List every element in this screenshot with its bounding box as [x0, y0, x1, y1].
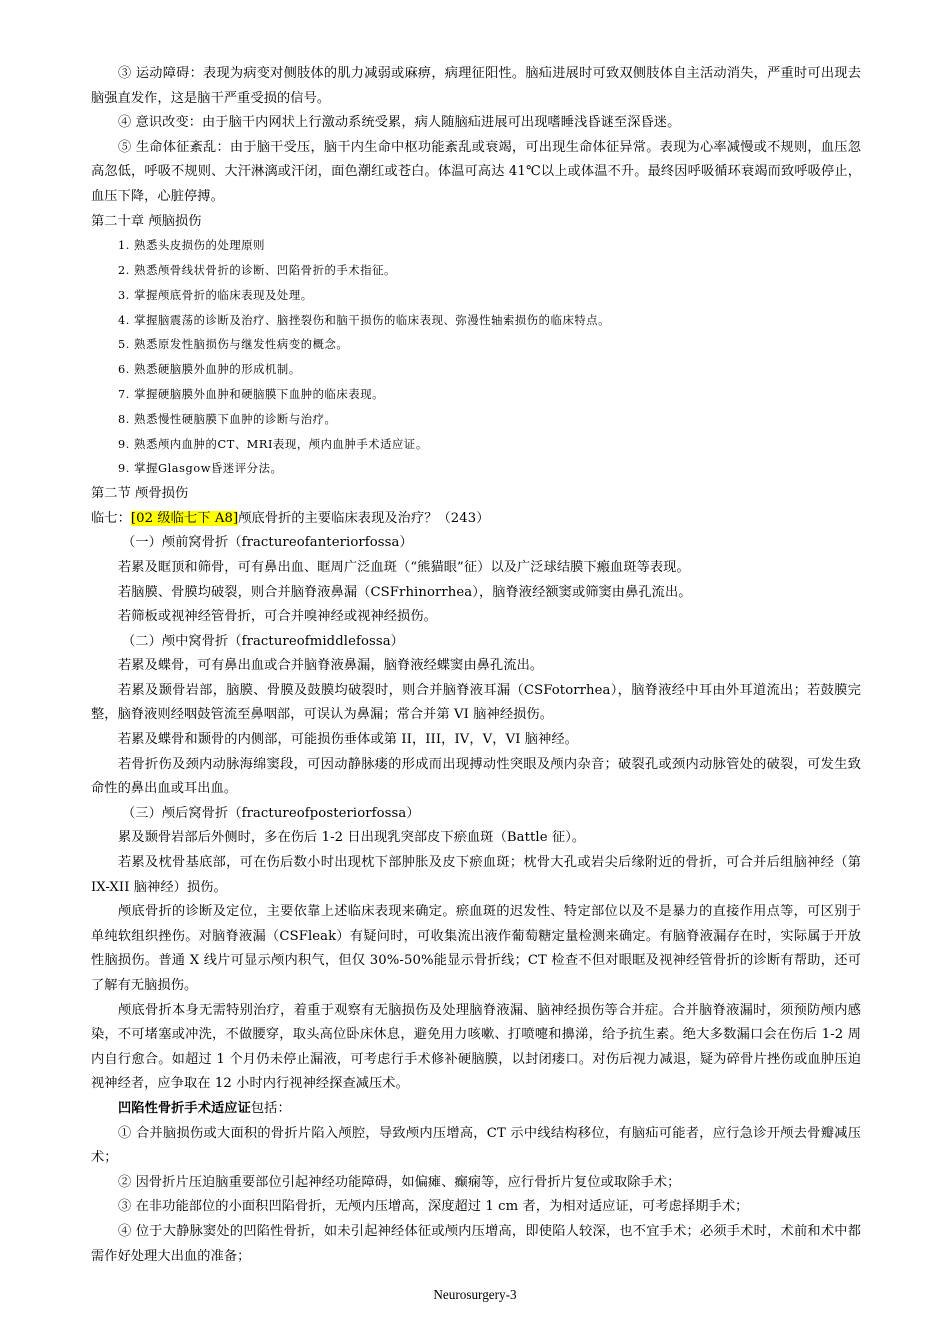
paragraph-treatment: 颅底骨折本身无需特别治疗，着重于观察有无脑损伤及处理脑脊液漏、脑神经损伤等合并症。合并脑脊液漏时，须预防颅内感染，不可堵塞或冲洗，不做腰穿，取头高位卧床休息，避免用力咳嗽、打喷嚏和擤涕，给予抗生素。绝大多数漏口会在伤后 1-2 周内自行愈合。如超过 1 个月仍未停止漏液，可考虑行手术修补硬脑膜，以封闭瘘口。对伤后视力减退，疑为碎骨片挫伤或血肿压迫视神经者，应争取在 12 小时内行视神经探查减压术。 [91, 1002, 861, 1092]
indication-item: ④ 位于大静脉窦处的凹陷性骨折，如未引起神经体征或颅内压增高，即使陷人较深，也不宜手术；必须手术时，术前和术中都需作好处理大出血的准备； [91, 1223, 861, 1264]
objective-item: 9. 熟悉颅内血肿的CT、MRI表现，颅内血肿手术适应证。 [118, 437, 428, 451]
objective-item: 5. 熟悉原发性脑损伤与继发性病变的概念。 [118, 338, 349, 352]
paragraph: 若累及眶顶和筛骨，可有鼻出血、眶周广泛血斑（“熊猫眼”征）以及广泛球结膜下瘢血斑等表现。 [118, 559, 690, 575]
objective-item: 1. 熟悉头皮损伤的处理原则 [118, 239, 266, 253]
document-body [91, 62, 861, 1269]
bold-term: 凹陷性骨折手术适应证 [118, 1100, 251, 1116]
indication-item: ① 合并脑损伤或大面积的骨折片陷入颅腔，导致颅内压增高，CT 示中线结构移位，有脑疝可能者，应行急诊开颅去骨瓣减压术； [91, 1125, 861, 1166]
indication-item: ③ 在非功能部位的小面积凹陷骨折，无颅内压增高，深度超过 1 cm 者，为相对适应证，可考虑择期手术； [118, 1199, 749, 1215]
heading-suffix: 包括： [250, 1100, 291, 1116]
paragraph: 若筛板或视神经管骨折，可合并嗅神经或视神经损伤。 [118, 609, 437, 625]
question-text: 颅底骨折的主要临床表现及治疗？（243） [238, 510, 490, 526]
objective-item: 6. 熟悉硬脑膜外血肿的形成机制。 [118, 363, 301, 377]
exam-question [91, 507, 861, 532]
objective-item: 8. 熟悉慢性硬脑膜下血肿的诊断与治疗。 [118, 412, 337, 426]
objective-item: 2. 熟悉颅骨线状骨折的诊断、凹陷骨折的手术指征。 [118, 263, 396, 277]
paragraph-vital-signs: ⑤ 生命体征紊乱：由于脑干受压，脑干内生命中枢功能紊乱或衰竭，可出现生命体征异常。表现为心率减慢或不规则，血压忽高忽低，呼吸不规则、大汗淋漓或汗闭，面色潮红或苍白。体温可高达 41℃以上或体温不升。最终因呼吸循环衰竭而致呼吸停止，血压下降，心脏停搏。 [91, 139, 861, 204]
paragraph: 累及颞骨岩部后外侧时，多在伤后 1-2 日出现乳突部皮下瘀血斑（Battle 征）。 [118, 830, 586, 846]
objective-item: 4. 掌握脑震荡的诊断及治疗、脑挫裂伤和脑干损伤的临床表现、弥漫性轴索损伤的临床特点。 [118, 313, 611, 327]
paragraph: 若累及枕骨基底部，可在伤后数小时出现枕下部肿胀及皮下瘀血斑；枕骨大孔或岩尖后缘附近的骨折，可合并后组脑神经（第 IX-XII 脑神经）损伤。 [91, 855, 861, 895]
highlighted-exam-tag: [02 级临七下 A8] [130, 510, 239, 526]
indication-item: ② 因骨折片压迫脑重要部位引起神经功能障碍，如偏瘫、癫痫等，应行骨折片复位或取除手术； [118, 1174, 681, 1190]
paragraph: 若骨折伤及颈内动脉海绵窦段，可因动静脉瘘的形成而出现搏动性突眼及颅内杂音；破裂孔或颈内动脉管处的破裂，可发生致命性的鼻出血或耳出血。 [91, 756, 861, 797]
paragraph: 若累及蝶骨和颞骨的内侧部，可能损伤垂体或第 II，III，IV，V，VI 脑神经。 [118, 732, 578, 748]
paragraph-consciousness: ④ 意识改变：由于脑干内网状上行激动系统受累，病人随脑疝进展可出现嗜睡浅昏谜至深昏迷。 [118, 115, 681, 131]
surgery-indications-heading [91, 1097, 861, 1122]
subsection-heading: （二）颅中窝骨折（fractureofmiddlefossa） [122, 633, 404, 649]
paragraph-motor-disorder: ③ 运动障碍：表现为病变对侧肢体的肌力减弱或麻痹，病理征阳性。脑疝进展时可致双侧肢体自主活动消失，严重时可出现去脑强直发作，这是脑干严重受损的信号。 [91, 66, 861, 106]
paragraph: 若累及颞骨岩部，脑膜、骨膜及鼓膜均破裂时，则合并脑脊液耳漏（CSFotorrhea），脑脊液经中耳由外耳道流出；若鼓膜完整，脑脊液则经咽鼓管流至鼻咽部，可误认为鼻漏；常合并第 VI 脑神经损伤。 [91, 682, 861, 723]
paragraph: 若累及蝶骨，可有鼻出血或合并脑脊液鼻漏，脑脊液经蝶窦由鼻孔流出。 [118, 658, 544, 674]
chapter-heading: 第二十章 颅脑损伤 [91, 213, 202, 229]
subsection-heading: （三）颅后窝骨折（fractureofposteriorfossa） [122, 805, 420, 821]
objective-item: 7. 掌握硬脑膜外血肿和硬脑膜下血肿的临床表现。 [118, 387, 385, 401]
paragraph: 若脑膜、骨膜均破裂，则合并脑脊液鼻漏（CSFrhinorrhea），脑脊液经额窦或筛窦由鼻孔流出。 [118, 584, 692, 600]
section-heading: 第二节 颅骨损伤 [91, 486, 189, 502]
paragraph-diagnosis: 颅底骨折的诊断及定位，主要依靠上述临床表现来确定。瘀血斑的迟发性、特定部位以及不是暴力的直接作用点等，可区别于单纯软组织挫伤。对脑脊液漏（CSFleak）有疑问时，可收集流出液作葡萄糖定量检测来确定。有脑脊液漏存在时，实际属于开放性脑损伤。普通 X 线片可显示颅内积气，但仅 30%-50%能显示骨折线；CT 检查不但对眼眶及视神经管骨折的诊断有帮助，还可了解有无脑损伤。 [91, 904, 861, 993]
page-footer: Neurosurgery-3 [433, 1287, 517, 1302]
objective-item: 9. 掌握Glasgow昏迷评分法。 [118, 462, 283, 476]
subsection-heading: （一）颅前窝骨折（fractureofanteriorfossa） [122, 535, 413, 551]
objective-item: 3. 掌握颅底骨折的临床表现及处理。 [118, 288, 313, 302]
question-prefix: 临七： [91, 510, 131, 526]
